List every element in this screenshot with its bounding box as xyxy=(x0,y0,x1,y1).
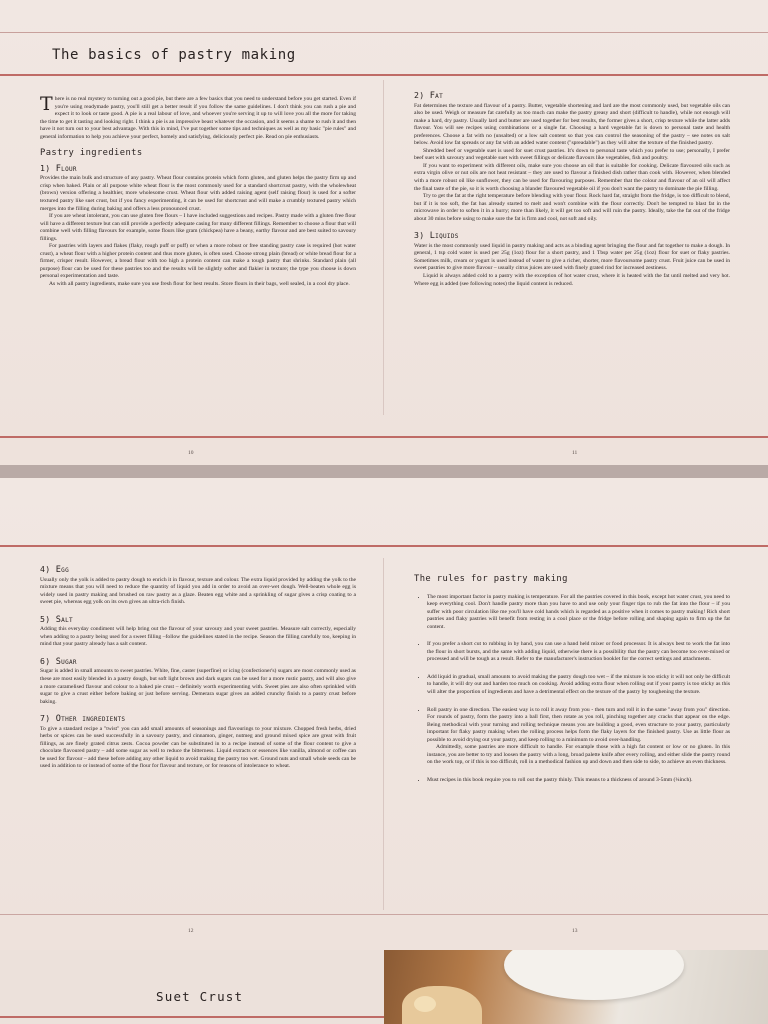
page-number: 10 xyxy=(188,450,194,456)
list-item: • The most important factor in pastry making is temperature. For all the pastries covered in this book, except hot water crust, you need to keep everything cool. Don't handle pastry more than you have to and use only your finger tips to rub the fat into the flour – if you suffer with poor circulation like me you'll have cold hands which is regarded as a positive when it comes to pastry making! Rich short pastries and flaky pastries will benefit from resting in a cool place or the fridge before rolling and shaping again to firm up the fat content. xyxy=(427,594,730,632)
page-number: 13 xyxy=(572,928,578,934)
page-title: The basics of pastry making xyxy=(52,47,296,63)
paragraph: If you are wheat intolerant, you can use gluten free flours – I have included suggestions and recipes. Pastry made with a gluten free flour will have a different texture but can still provide a perfectly adequate casing for many different fillings. Remember to choose a flour that will combine well with filling flavours for example, some flours like gram (chickpea) have a beany, earthy flavour and are best suited to savoury fillings. xyxy=(40,213,356,242)
footer-rule xyxy=(0,914,768,915)
subheading-flour: 1) Flour xyxy=(40,162,77,174)
left-column xyxy=(40,566,356,771)
paragraph: Adding this everyday condiment will help bring out the flavour of your savoury and your sweet pastries. Measure salt correctly, especially when adding to a pastry being used for a sweet filling –follow the guidelines stated in the recipe. Season the filling carefully too, keeping in mind that your pastry already has a salt content. xyxy=(40,626,356,648)
top-rule xyxy=(0,32,768,33)
subheading-salt: 5) Salt xyxy=(40,613,73,625)
paragraph: Fat determines the texture and flavour of a pastry. Butter, vegetable shortening and lard are the most commonly used, but vegetable oils can also be used. Weigh or measure fat carefully as too much can make the pastry greasy and short (difficult to handle), while not enough will make a hard, dry pastry. Usually lard and butter are used together for best results, the former gives a short, crisp texture while the latter adds flavour. You will see recipes using combinations or a single fat. Choosing a hard vegetable fat is down to personal taste and health preferences. Choose a fat with no (unsalted) or a low salt content so that you can control the seasoning of the pastry – see notes on salt below. Avoid low fat spreads or any fat with an added water content ("spreadable") as they will alter the texture of the finished pastry. xyxy=(414,102,730,147)
paragraph: For pastries with layers and flakes (flaky, rough puff or puff) or when a more robust or free standing pastry case is required (hot water crust), a wheat flour with a higher protein content and thus more gluten, is often used. Choose strong plain (bread) or white bread flour for a firmer, crisper result. However, a bread flour with too high a protein content can make a tough pastry that shrinks. Standard plain (all purpose) flour can be used for these pastries too and the results will be slightly softer and flakier in texture; the type you choose is down personal experimentation and taste. xyxy=(40,243,356,280)
page-number: 11 xyxy=(572,450,578,456)
paragraph: Usually only the yolk is added to pastry dough to enrich it in flavour, texture and colour. The extra liquid provided by adding the yolk to the mixture means that you will need to reduce the quantity of liquid you add in order to avoid an over-wet dough. Well-beaten whole egg is widely used in pastry making and brushed on raw pastry as a glaze. Beaten egg white and a sprinkling of sugar gives a crisp coating to a sweet pie, whereas egg yolk on its own gives an ultra-rich finish. xyxy=(40,576,356,606)
list-item: • Add liquid in gradual, small amounts to avoid making the pastry dough too wet – if the mixture is too sticky it will not only be difficult to handle, it will dry out and harden too much on cooking. Avoid adding extra flour when rolling out if your pastry is too sticky as this will alter the proportion of ingredients and have a detrimental effect on the texture of the pastry by toughening the texture. xyxy=(427,674,730,697)
pie-photo xyxy=(384,950,768,1024)
list-item: • Must recipes in this book require you to roll out the pastry thinly. This means to a thickness of around 3-5mm (¼inch). xyxy=(427,777,730,785)
rules-list xyxy=(414,594,730,785)
right-column xyxy=(414,92,730,288)
plate-shape xyxy=(504,950,684,1000)
paragraph: If you want to experiment with different oils, make sure you choose an oil that is suitable for cooking. Delicate flavoured oils such as extra virgin olive or nut oils are not heat resistant – they are used to flavour a finished dish rather than cook with. However, when blended with a more robust oil like sunflower, they can be used for flavouring purposes. Remember that the colour and flavour of an oil will affect the final taste of the pie, so it is worth choosing a blander flavoured vegetable oil if you don't want the pastry to dominate the pie filling. xyxy=(414,162,730,192)
list-item: • Roll pastry in one direction. The easiest way is to roll it away from you - then turn and roll it in the same "away from you" direction. For rounds of pastry, form the pastry into a ball first, then rotate as you roll, pinching together any cracks that appear on the edge. Being methodical with your turning and rolling technique means you are building a good, even structure to your pastry, particularly important for flaky pastry making when the rolling process helps form the flaky layers for the finished pastry. Use as little flour as possible to avoid drying out your pastry, and keep rolling to a minimum to avoid over-handling. Admittedly, some pastries are more difficult to handle. For example those with a high fat content or low or no gluten. In this instance, you are better to try and loosen the pastry with a long, broad palette knife after every rolling, and either slide the pastry round on the work top, or if this is too difficult, roll in a methodical fashion up and down and then side to side, to achieve an even thickness. xyxy=(427,707,730,767)
right-column xyxy=(414,576,730,794)
gutter xyxy=(383,80,384,415)
title-rule xyxy=(0,74,768,76)
paragraph: Liquid is always added cold to a pastry with the exception of hot water crust, where it is heated with the fat until melted and very hot. Where egg is added (see following notes) the liquid content is reduced. xyxy=(414,273,730,287)
subheading-fat: 2) Fat xyxy=(414,90,444,101)
page-spread-12-13 xyxy=(0,478,768,950)
paragraph: Provides the main bulk and structure of any pastry. Wheat flour contains protein which form gluten, and gluten helps the pastry firm up and crisp when baked. Plain or all purpose white wheat flour is the most commonly used for a standard shortcrust pastry, with the wholewheat (brown) version offering a healthier, more wholesome crust. Wheat flour with added raising agent (self raising flour) is used for a softer textured pastry like suet crust, but if you fancy experimenting, it can be used for shortcrust and will make a crumbly textured pastry which merges into the filling during baking and offers a less pronounced crust. xyxy=(40,175,356,212)
gutter xyxy=(383,558,384,910)
paragraph: Water is the most commonly used liquid in pastry making and acts as a binding agent bringing the flour and fat together to make a dough. In general, 1 tsp cold water is used per 25g (1oz) flour for a short pastry, and 1 Tbsp water per 25g (1oz) flour for suet or flaky pastries. Sometimes milk, cream or yogurt is used instead of water to give a richer, shorter, more flavoursome pastry crust. Fruit juice can be used in sweet pastries to give more flavour – usually citrus juices are used with finely grated rind for increased zestiness. xyxy=(414,242,730,272)
intro-text: here is no real mystery to turning out a good pie, but there are a few basics that you need to understand before you get started. Even if you're using readymade pastry, you'll still get a better result if you follow the same guidelines. I don't think you can rush a pie and expect it to look or taste good. A pie is a real labour of love, and whoever you're serving it up to will love you all the more for taking the time to get it tasting and looking right. I think a pie is an impressive beast whatever the occasion, and it seems a shame to rush it and then have it not turn out to your best advantage. With this in mind, I've put together some tips and techniques as well as my basic "pie rules" and general information to help you achieve your perfect, homely and satisfying, deliciously perfect pie. Read on pie enthusiasts. xyxy=(40,96,356,140)
header-rule xyxy=(0,545,768,547)
page-number: 12 xyxy=(188,928,194,934)
footer-rule xyxy=(0,436,768,438)
paragraph: Sugar is added in small amounts to sweet pastries. White, fine, caster (superfine) or icing (confectioner's) sugars are most commonly used as these are most easily blended in a pastry dough, but soft light brown and dark sugars can be used for a more rustic pastry, and will also give a more caramelised flavour and colour to a baked pie crust – definitely worth experimenting with. Sweet pies are also often sprinkled with sugar to give a crust either before baking or just before serving. Demerara sugar gives an added crunchy finish to a pastry crust before baking. xyxy=(40,668,356,705)
subheading-sugar: 6) Sugar xyxy=(40,655,77,667)
paragraph: Admittedly, some pastries are more difficult to handle. For example those with a high fat content or low or no gluten. In this instance, you are better to try and loosen the pastry with a long, broad palette knife after every rolling, and either slide the pastry round on the work top, or if this is too difficult, roll in a methodical fashion up and down and then side to side, to achieve an even thickness. xyxy=(427,744,730,766)
subheading-egg: 4) Egg xyxy=(40,564,70,575)
page-spread-10-11 xyxy=(0,0,768,465)
section-heading: The rules for pastry making xyxy=(414,574,568,584)
paragraph: Shredded beef or vegetable suet is used for suet crust pastries. It's down to personal taste which you prefer to use; personally, I prefer beef suet with savoury and vegetable suet with sweet fillings or delicate flavours like vegetables, fish and poultry. xyxy=(414,147,730,162)
pastry-crumb-shape xyxy=(414,996,436,1012)
subheading-other: 7) Other ingredients xyxy=(40,713,126,725)
list-item: • If you prefer a short cut to rubbing in by hand, you can use a hand held mixer or food processor. It is always best to work the fat into the flour in short bursts, and the same with adding liquid, otherwise there is a possibility that the pastry can become too over-mixed or processed and will be tough as a result. Refer to the manufacturer's instruction booklet for the correct settings and attachments. xyxy=(427,641,730,664)
paragraph: As with all pastry ingredients, make sure you use fresh flour for best results. Store flours in their bags, well sealed, in a cool dry place. xyxy=(49,281,350,288)
page-title: Suet Crust xyxy=(156,989,244,1004)
title-rule xyxy=(0,1016,384,1018)
subheading-liquids: 3) Liquids xyxy=(414,230,459,242)
drop-cap: T xyxy=(40,93,53,115)
paragraph: To give a standard recipe a "twist" you can add small amounts of seasonings and flavourings to your mixture. Chopped fresh herbs, dried herbs or spices can be used successfully in a savoury pastry, and cinnamon, ginger, nutmeg and ground mixed spice are great with fruit fillings, as are finely grated citrus zests. Cocoa powder can be substituted in to a recipe instead of some of the flour content to give a chocolate flavoured pastry – add some sugar as well to reduce the bitterness. Liquid extracts or essences like vanilla, almond or coffee can be used for flavour – add these before adding any other liquid to avoid making the pastry too wet. Ground nuts and small whole seeds can be used in addition to or instead of some of the flour for flavour and texture, or for reasons of intolerance to wheat. xyxy=(40,725,356,770)
paragraph: Try to get the fat at the right temperature before blending with your flour. Rock hard fat, straight from the fridge, is too difficult to blend, but if it is too soft, the fat has already started to melt and won't combine with the flour correctly. Don't be tempted to blast fat in the microwave in order to soften it in a hurry; more than likely, it will get too soft and will ruin the pastry. Ideally, take the fat out of the fridge about 30 mins before using to make sure the fat is firm and cool, not soft and oily. xyxy=(414,193,730,222)
left-column xyxy=(40,93,356,289)
section-heading: Pastry ingredients xyxy=(40,148,143,159)
